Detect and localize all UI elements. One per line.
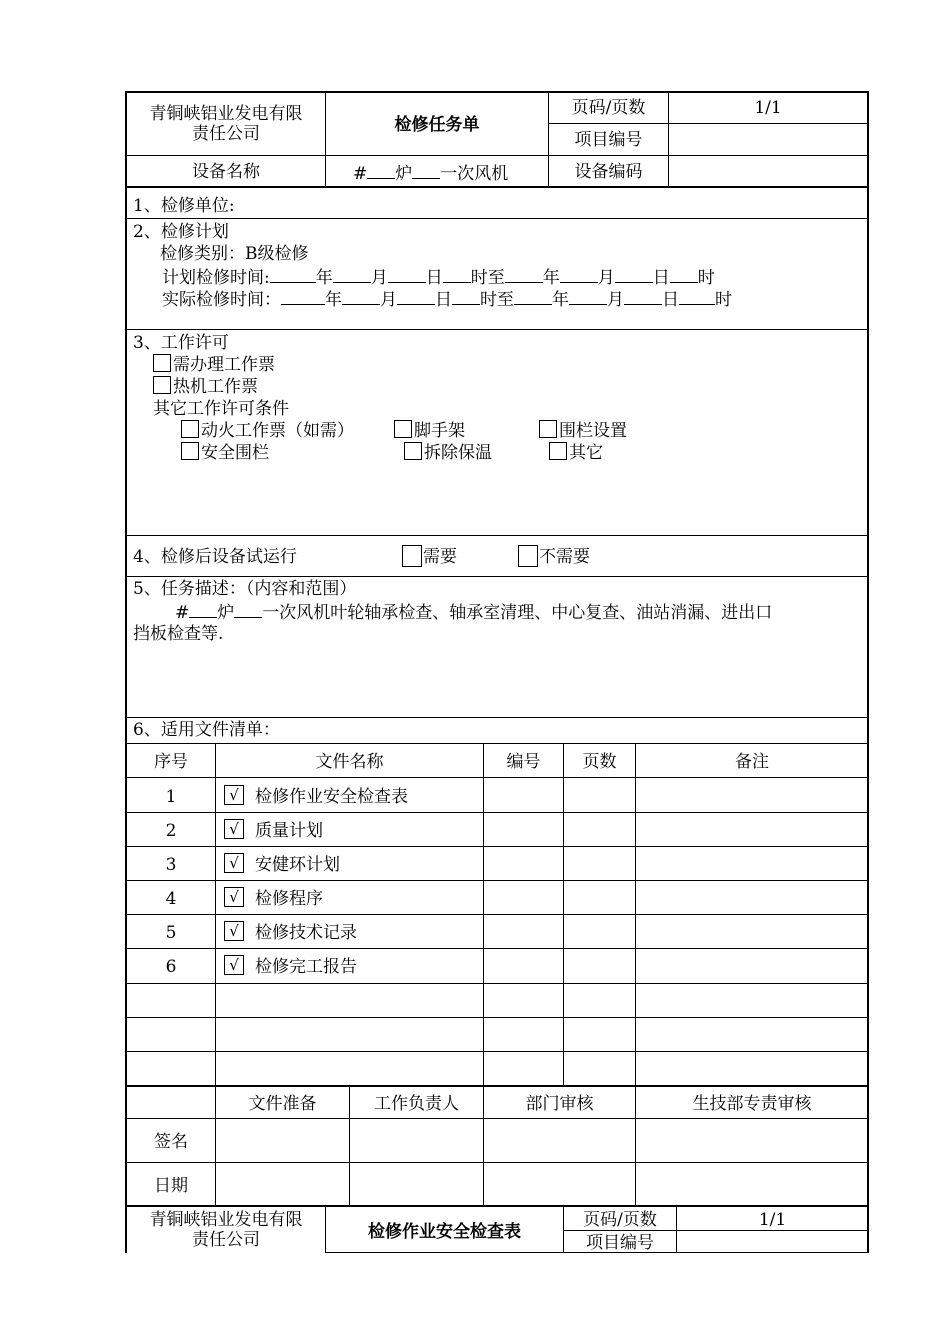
check-icon[interactable]: √ (224, 921, 244, 941)
other-checkbox[interactable] (549, 442, 567, 460)
company-name-line1: 青铜峡铝业发电有限 (149, 104, 303, 124)
col-header-doc-name: 文件名称 (315, 752, 384, 772)
scaffold-checkbox[interactable] (394, 420, 412, 438)
hour-to-label: 时至 (470, 268, 505, 288)
check-icon[interactable]: √ (224, 887, 244, 907)
work-permit-label: 3、工作许可 (133, 333, 229, 353)
need-ticket-label: 需办理工作票 (173, 355, 275, 375)
hot-work-label: 动火工作票（如需） (201, 421, 354, 441)
col-header-pages: 页数 (582, 752, 617, 772)
row-doc-name: 检修作业安全检查表 (255, 787, 408, 807)
trial-run-no-need-label: 不需要 (539, 547, 590, 567)
remove-insulation-checkbox[interactable] (404, 442, 422, 460)
page-value: 1/1 (754, 98, 782, 118)
actual-hour-blank[interactable] (452, 288, 480, 305)
remove-insulation-label: 拆除保温 (424, 443, 492, 463)
thermal-ticket-checkbox[interactable] (153, 376, 171, 394)
maintenance-type: 检修类别：B级检修 (160, 244, 309, 264)
month-label: 月 (370, 268, 388, 288)
task-description-text: 一次风机叶轮轴承检查、轴承室清理、中心复查、油站消漏、进出口 (262, 603, 773, 623)
row-no: 4 (165, 889, 177, 909)
year-label: 年 (325, 290, 342, 310)
unit-blank[interactable] (367, 162, 395, 179)
task-unit-blank[interactable] (189, 601, 217, 618)
row-doc-name: 质量计划 (255, 821, 323, 841)
actual-end-month-blank[interactable] (569, 288, 607, 305)
planned-end-hour-blank[interactable] (670, 266, 698, 283)
day-label: 日 (425, 268, 443, 288)
equipment-name-label: 设备名称 (192, 162, 260, 182)
furnace-blank[interactable] (412, 162, 440, 179)
footer-company-line2: 责任公司 (192, 1230, 260, 1250)
year-label: 年 (315, 268, 333, 288)
row-doc-name: 安健环计划 (255, 855, 340, 875)
signature-label: 签名 (154, 1132, 188, 1152)
month-label: 月 (597, 268, 615, 288)
date-label: 日期 (154, 1176, 188, 1196)
signoff-col-tech: 生技部专责审核 (692, 1094, 812, 1114)
actual-day-blank[interactable] (397, 288, 435, 305)
planned-time-row (162, 266, 715, 288)
task-hash: # (175, 603, 190, 623)
day-label: 日 (652, 268, 670, 288)
need-ticket-checkbox[interactable] (153, 354, 171, 372)
maintenance-unit-label: 1、检修单位: (133, 196, 235, 216)
documents-list-label: 6、适用文件清单： (133, 720, 280, 740)
check-icon[interactable]: √ (224, 955, 244, 975)
fence-setup-checkbox[interactable] (539, 420, 557, 438)
form-title: 检修任务单 (394, 115, 480, 135)
row-no: 5 (165, 923, 177, 943)
planned-end-month-blank[interactable] (560, 266, 598, 283)
equipment-name: 一次风机 (440, 164, 509, 184)
footer-company-name (127, 1210, 325, 1250)
month-label: 月 (380, 290, 397, 310)
trial-run-label: 4、检修后设备试运行 (133, 547, 297, 567)
task-furnace-blank[interactable] (234, 601, 262, 618)
check-icon[interactable]: √ (224, 853, 244, 873)
task-description-line2: 挡板检查等. (133, 624, 224, 644)
hour-label: 时 (697, 268, 715, 288)
row-doc-name: 检修技术记录 (255, 923, 357, 943)
row-doc-name: 检修完工报告 (255, 957, 357, 977)
equipment-hash: # (353, 164, 368, 184)
footer-project-label: 项目编号 (586, 1233, 654, 1253)
project-number-label: 项目编号 (574, 130, 643, 150)
actual-month-blank[interactable] (342, 288, 380, 305)
footer-company-line1: 青铜峡铝业发电有限 (149, 1210, 303, 1230)
actual-end-day-blank[interactable] (624, 288, 662, 305)
task-description-label: 5、任务描述：（内容和范围） (133, 579, 357, 599)
planned-end-day-blank[interactable] (615, 266, 653, 283)
actual-end-year-blank[interactable] (514, 288, 552, 305)
page-label: 页码/页数 (571, 98, 646, 118)
day-label: 日 (662, 290, 679, 310)
signoff-col-prep: 文件准备 (248, 1094, 317, 1114)
year-label: 年 (552, 290, 569, 310)
company-name-line2: 责任公司 (192, 124, 260, 144)
other-conditions-label: 其它工作许可条件 (153, 399, 289, 419)
row-no: 3 (165, 855, 177, 875)
planned-month-blank[interactable] (333, 266, 371, 283)
equipment-furnace: 炉 (395, 164, 413, 184)
hour-label: 时 (715, 290, 732, 310)
planned-day-blank[interactable] (388, 266, 426, 283)
trial-run-need-label: 需要 (423, 547, 457, 567)
row-no: 1 (165, 787, 177, 807)
actual-time-row (162, 288, 732, 310)
safety-fence-checkbox[interactable] (181, 442, 199, 460)
year-label: 年 (542, 268, 560, 288)
month-label: 月 (607, 290, 624, 310)
trial-run-need-checkbox[interactable] (402, 545, 422, 567)
row-doc-name: 检修程序 (255, 889, 323, 909)
row-no: 6 (165, 957, 177, 977)
row-no: 2 (165, 821, 177, 841)
col-header-no: 序号 (154, 752, 188, 772)
signoff-col-dept: 部门审核 (525, 1094, 594, 1114)
actual-time-label: 实际检修时间： (162, 290, 281, 310)
task-furnace: 炉 (217, 603, 235, 623)
safety-fence-label: 安全围栏 (201, 443, 269, 463)
hot-work-checkbox[interactable] (181, 420, 199, 438)
planned-end-year-blank[interactable] (505, 266, 543, 283)
planned-time-label: 计划检修时间: (162, 268, 270, 288)
thermal-ticket-label: 热机工作票 (173, 377, 258, 397)
footer-title: 检修作业安全检查表 (368, 1222, 521, 1242)
scaffold-label: 脚手架 (414, 421, 465, 441)
signoff-col-leader: 工作负责人 (374, 1094, 459, 1114)
planned-hour-blank[interactable] (443, 266, 471, 283)
equipment-name-value (353, 162, 508, 184)
check-icon[interactable]: √ (224, 785, 244, 805)
equipment-code-label: 设备编码 (574, 162, 643, 182)
col-header-remarks: 备注 (735, 752, 769, 772)
hour-to-label: 时至 (480, 290, 514, 310)
company-name (127, 104, 325, 144)
check-icon[interactable]: √ (224, 819, 244, 839)
footer-page-label: 页码/页数 (583, 1210, 657, 1230)
footer-page-value: 1/1 (758, 1210, 787, 1230)
actual-end-hour-blank[interactable] (679, 288, 715, 305)
fence-setup-label: 围栏设置 (559, 421, 627, 441)
actual-year-blank[interactable] (281, 288, 325, 305)
trial-run-no-need-checkbox[interactable] (518, 545, 538, 567)
maintenance-plan-label: 2、检修计划 (133, 222, 229, 242)
planned-year-blank[interactable] (270, 266, 316, 283)
other-label: 其它 (569, 443, 603, 463)
day-label: 日 (435, 290, 452, 310)
task-description-line1 (175, 601, 772, 623)
col-header-code: 编号 (506, 752, 541, 772)
